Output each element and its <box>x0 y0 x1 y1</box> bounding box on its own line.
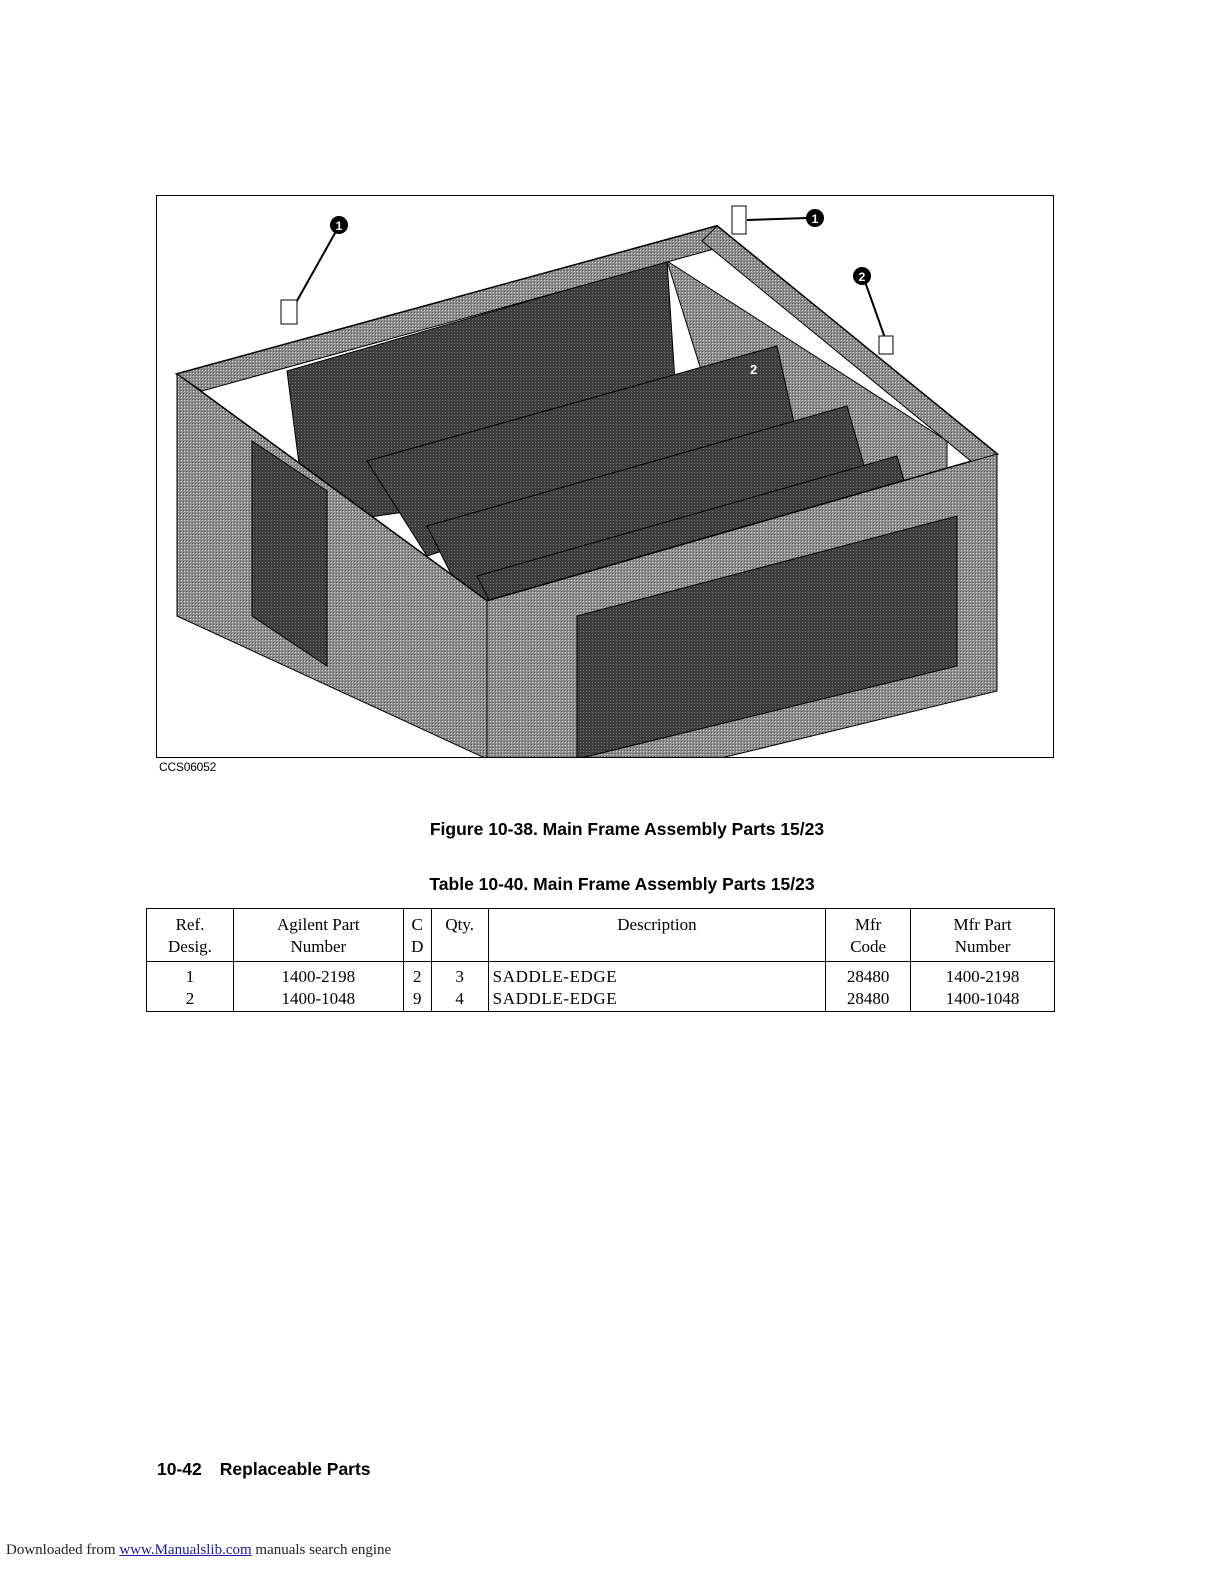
table-header-row <box>147 909 1055 962</box>
download-prefix: Downloaded from <box>6 1542 116 1558</box>
figure-id-label: CCS06052 <box>159 760 217 774</box>
table-caption: Table 10-40. Main Frame Assembly Parts 15/23 <box>429 874 815 894</box>
header-cd: C D <box>403 909 431 962</box>
cell-ref: 1 <box>147 962 234 989</box>
figure-caption: Figure 10-38. Main Frame Assembly Parts 15/23 <box>429 819 825 839</box>
header-ref-desig: Ref. Desig. <box>147 909 234 962</box>
header-mfr-code: Mfr Code <box>826 909 911 962</box>
saddle-edge-top <box>732 206 746 234</box>
cell-qty: 3 <box>431 962 488 989</box>
header-description: Description <box>488 909 826 962</box>
page-number: 10-42 <box>157 1459 202 1479</box>
cell-mfr-part: 1400-2198 <box>911 962 1055 989</box>
cell-part: 1400-2198 <box>233 962 403 989</box>
callout-number-2: 2 <box>858 270 866 284</box>
parts-table <box>146 908 1055 1012</box>
cell-mfr: 28480 <box>826 962 911 989</box>
cell-mfr: 28480 <box>826 988 911 1012</box>
page-footer <box>157 1459 371 1480</box>
cell-ref: 2 <box>147 988 234 1012</box>
table-row <box>147 962 1055 989</box>
header-qty: Qty. <box>431 909 488 962</box>
manualslib-link[interactable]: www.Manualslib.com <box>119 1542 252 1558</box>
callout-leader-2 <box>863 276 885 338</box>
cell-desc: SADDLE-EDGE <box>488 962 826 989</box>
cell-cd: 9 <box>403 988 431 1012</box>
cell-desc: SADDLE-EDGE <box>488 988 826 1012</box>
cell-qty: 4 <box>431 988 488 1012</box>
download-suffix: manuals search engine <box>255 1542 392 1558</box>
callout-leader-1a <box>293 226 339 308</box>
cell-part: 1400-1048 <box>233 988 403 1012</box>
callout-leader-1b <box>747 218 807 220</box>
main-frame-illustration <box>157 196 1054 758</box>
download-notice <box>6 1542 391 1559</box>
cell-cd: 2 <box>403 962 431 989</box>
section-title: Replaceable Parts <box>219 1459 371 1479</box>
cell-mfr-part: 1400-1048 <box>911 988 1055 1012</box>
saddle-edge-left <box>281 300 297 324</box>
callout-number-1b: 1 <box>811 212 819 226</box>
table-row <box>147 988 1055 1012</box>
header-mfr-part-number: Mfr Part Number <box>911 909 1055 962</box>
callout-number-1a: 1 <box>335 219 343 233</box>
main-frame-figure <box>156 195 1054 758</box>
header-agilent-part-number: Agilent Part Number <box>233 909 403 962</box>
panel-marker: 2 <box>750 362 758 377</box>
saddle-edge-right <box>879 336 893 354</box>
